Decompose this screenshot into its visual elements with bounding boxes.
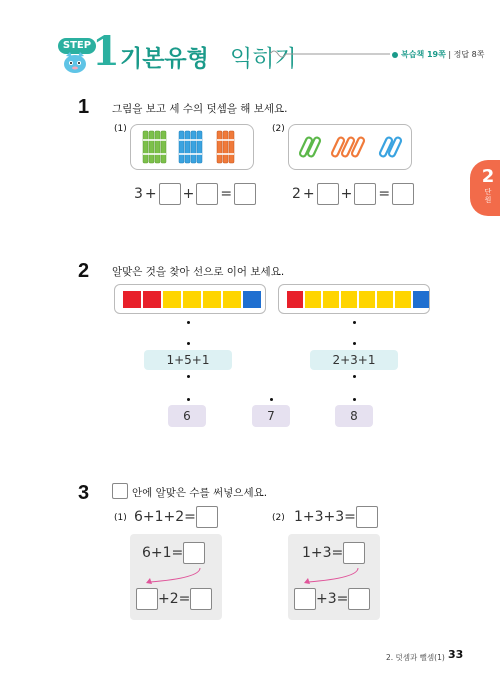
problem-1-sub2-equation <box>292 183 414 205</box>
answer-box[interactable] <box>196 506 218 528</box>
answer-choice: 8 <box>335 405 373 427</box>
problem-2-instruction: 알맞은 것을 찾아 선으로 이어 보세요. <box>112 266 285 278</box>
yellow-square <box>395 291 411 308</box>
problem-1-number: 1 <box>78 96 90 118</box>
red-square <box>287 291 303 308</box>
yellow-square <box>323 291 339 308</box>
carry-arrow-icon <box>144 568 208 588</box>
yellow-square <box>359 291 375 308</box>
connect-dot[interactable] <box>187 342 190 345</box>
answer-box[interactable] <box>317 183 339 205</box>
answer-box[interactable] <box>348 588 370 610</box>
instruction-box-icon <box>112 483 128 499</box>
plus-sign: + <box>144 186 157 202</box>
problem-3-sub1-equation <box>134 506 218 528</box>
page-title: 기본유형 <box>120 46 209 72</box>
title-decoration <box>270 46 390 60</box>
problem-1-sub1-equation <box>134 183 256 205</box>
step-badge: STEP <box>58 38 96 54</box>
footer-chapter: 2. 덧셈과 뺄셈(1) <box>386 653 445 662</box>
yellow-square <box>163 291 181 308</box>
red-square <box>143 291 161 308</box>
sub1-step1 <box>142 542 205 564</box>
answer-box[interactable] <box>190 588 212 610</box>
crayon-picture <box>130 124 254 170</box>
unit-tab-number: 2 <box>481 166 495 187</box>
expression: 6+1+2= <box>134 509 196 525</box>
answer-box[interactable] <box>136 588 158 610</box>
answer-box[interactable] <box>196 183 218 205</box>
paperclip-picture <box>288 124 412 170</box>
right-color-bar <box>278 284 430 314</box>
plus-sign: + <box>340 186 353 202</box>
answer-box[interactable] <box>159 183 181 205</box>
sub2-step2 <box>294 588 370 610</box>
problem-1-sub2-label: (2) <box>272 124 285 134</box>
page-title-suffix: 익히기 <box>230 46 297 72</box>
answer-box[interactable] <box>354 183 376 205</box>
first-addend: 2 <box>292 186 301 202</box>
sub1-step2 <box>136 588 212 610</box>
yellow-square <box>203 291 221 308</box>
sub2-step1 <box>302 542 365 564</box>
crayons-icon <box>131 125 252 168</box>
problem-2-number: 2 <box>78 260 90 282</box>
problem-3-sub1-label: (1) <box>114 513 127 523</box>
equals-sign: = <box>378 186 391 202</box>
answer-box[interactable] <box>234 183 256 205</box>
expression-right: 2+3+1 <box>310 350 398 370</box>
answer-box[interactable] <box>356 506 378 528</box>
left-color-bar <box>114 284 266 314</box>
paperclips-icon <box>289 125 410 168</box>
blue-square <box>243 291 261 308</box>
connect-dot[interactable] <box>270 398 273 401</box>
plus-sign: + <box>302 186 315 202</box>
yellow-square <box>183 291 201 308</box>
connect-dot[interactable] <box>353 375 356 378</box>
connect-dot[interactable] <box>353 342 356 345</box>
yellow-square <box>377 291 393 308</box>
carry-arrow-icon <box>302 568 366 588</box>
problem-3-sub2-equation <box>294 506 378 528</box>
answer-ref: 정답 8쪽 <box>453 50 485 59</box>
problem-3-sub2-label: (2) <box>272 513 285 523</box>
page-number: 33 <box>448 648 464 661</box>
answer-box[interactable] <box>392 183 414 205</box>
connect-dot[interactable] <box>187 398 190 401</box>
mascot-icon <box>62 50 88 74</box>
answer-choice: 7 <box>252 405 290 427</box>
connect-dot[interactable] <box>353 398 356 401</box>
ref-separator: | <box>448 50 452 59</box>
problem-1-instruction: 그림을 보고 세 수의 덧셈을 해 보세요. <box>112 103 288 115</box>
plus-sign: + <box>182 186 195 202</box>
connect-dot[interactable] <box>187 321 190 324</box>
connect-dot[interactable] <box>187 375 190 378</box>
answer-choice: 6 <box>168 405 206 427</box>
yellow-square <box>341 291 357 308</box>
workbook-ref: 복습책 19쪽 <box>401 50 446 59</box>
step-operator: +2= <box>158 591 191 607</box>
expression-left: 1+5+1 <box>144 350 232 370</box>
step-number: 1 <box>92 28 120 75</box>
answer-box[interactable] <box>343 542 365 564</box>
answer-box[interactable] <box>294 588 316 610</box>
problem-1-sub1-label: (1) <box>114 124 127 134</box>
expression: 1+3+3= <box>294 509 356 525</box>
red-square <box>123 291 141 308</box>
yellow-square <box>305 291 321 308</box>
bullet-icon <box>392 52 398 58</box>
first-addend: 3 <box>134 186 143 202</box>
header-reference <box>392 49 484 60</box>
step-expression: 6+1= <box>142 545 184 561</box>
step-expression: 1+3= <box>302 545 344 561</box>
blue-square <box>413 291 429 308</box>
yellow-square <box>223 291 241 308</box>
problem-3-instruction: 안에 알맞은 수를 써넣으세요. <box>132 487 268 499</box>
unit-tab-label: 단 원 <box>484 188 492 204</box>
problem-3-number: 3 <box>78 482 90 504</box>
equals-sign: = <box>220 186 233 202</box>
connect-dot[interactable] <box>353 321 356 324</box>
step-operator: +3= <box>316 591 349 607</box>
answer-box[interactable] <box>183 542 205 564</box>
